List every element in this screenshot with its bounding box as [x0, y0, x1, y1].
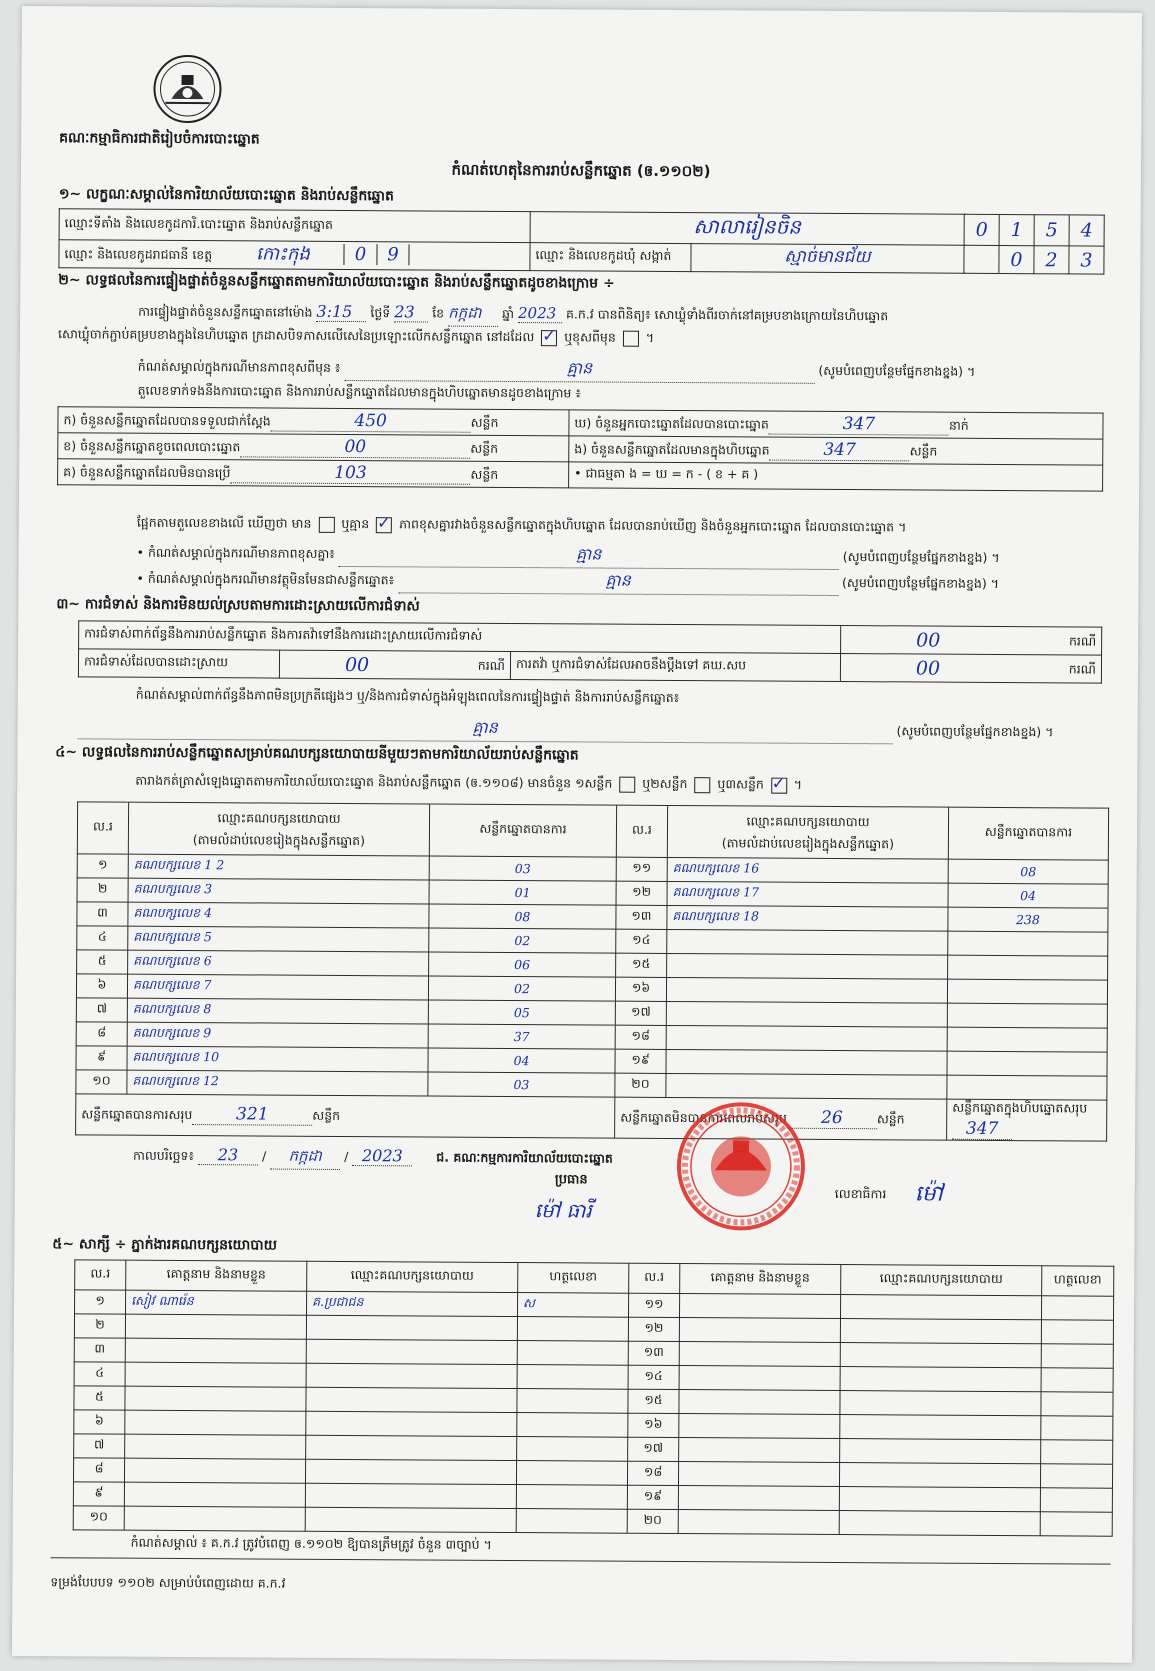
- results-row-no: ១: [77, 854, 128, 878]
- witness-name: [680, 1294, 841, 1319]
- results-party-name: គណបក្សលេខ 8: [127, 998, 428, 1024]
- witness-row-no: ១១: [629, 1293, 680, 1317]
- figure-b-label: ខ) ចំនួនសន្លឹកឆ្នោតខូចពេលបោះឆ្នោត: [63, 437, 241, 454]
- note3-fill-more: (សូមបំពេញបន្ថែមផ្នែកខាងខ្នង) ។: [842, 575, 999, 591]
- results-party-name: [666, 1073, 947, 1099]
- diff-has-label: ផ្អែកតាមតួលេខខាងលើ ឃើញថា មាន: [136, 514, 312, 531]
- witness-signature: [1041, 1296, 1113, 1320]
- witness-signature: [516, 1485, 627, 1510]
- results-party-votes: [947, 1075, 1107, 1100]
- results-party-votes: 01: [429, 880, 616, 905]
- results-party-name: គណបក្សលេខ 1 2: [128, 854, 429, 880]
- results-row-no: ៨: [76, 1022, 127, 1046]
- witness-name: [679, 1318, 840, 1343]
- difference-line: [137, 515, 907, 539]
- date-day: 23: [198, 1145, 258, 1165]
- figures-intro: តួលេខទាក់ទងនឹងការបោះឆ្នោត និងការរាប់សន្លឹកឆ្នោតដែលមានក្នុងហិបឆ្នោតមានដូចខាងក្រោម ៖: [137, 382, 581, 401]
- date-label: កាលបរិច្ឆេទ៖: [132, 1147, 195, 1164]
- witness-col-name-right: គោត្តនាម និងនាមខ្លួន: [680, 1264, 841, 1295]
- total-invalid-value: 26: [787, 1108, 877, 1130]
- secretary-label: លេខាធិការ: [834, 1185, 887, 1202]
- verification-line-1: [138, 301, 888, 330]
- polling-committee-label: ជ. គណៈកម្មការការិយាល័យបោះឆ្នោត: [436, 1149, 613, 1166]
- tally-3-checkbox[interactable]: [771, 777, 787, 793]
- objection-row-2: [279, 650, 510, 679]
- witness-row-no: ៣: [74, 1338, 125, 1362]
- results-party-name: [666, 1001, 947, 1027]
- witness-row-no: ១៣: [628, 1341, 679, 1365]
- results-party-votes: 03: [429, 856, 616, 881]
- tally-sheets-text: តារាងកត់ត្រាសំឡេងឆ្នោតតាមការិយាល័យបោះឆ្នោត និងរាប់សន្លឹកឆ្នោត (ឲ.១១០៨) មានចំនួន ១សន្លឹក: [135, 772, 613, 791]
- province-label-text: ឈ្មោះ និងលេខកូដរាជធានី ខេត្ត: [64, 246, 213, 263]
- witness-name: [679, 1366, 840, 1391]
- results-row-no: ១៦: [615, 977, 666, 1001]
- province-code-1: 0: [344, 244, 377, 265]
- witness-signature: [517, 1413, 628, 1438]
- figure-e-unit: សន្លឹក: [909, 442, 938, 459]
- verify-time-label: ការផ្ទៀងផ្ទាត់ចំនួនសន្លឹកឆ្នោតនៅម៉ោង: [138, 303, 313, 320]
- witness-row-no: ១៩: [627, 1485, 678, 1509]
- note1-fill-more: (សូមបំពេញបន្ថែមផ្នែកខាងខ្នង) ។: [818, 362, 976, 379]
- total-valid-value: 321: [192, 1104, 312, 1126]
- note1-label: កំណត់សម្គាល់ក្នុងករណីមានភាពខុសពីមុន ៖: [137, 358, 341, 375]
- figure-e-value: 347: [770, 439, 910, 461]
- chair-signature: ម៉ៅ ធារី: [534, 1198, 592, 1223]
- witness-signature: [517, 1437, 628, 1462]
- objection-unit-1: ករណី: [1068, 632, 1097, 649]
- results-party-votes: 238: [948, 907, 1108, 932]
- witness-signature: [516, 1509, 627, 1534]
- seal-text: សោឃ្លុំចាក់ភ្ជាប់គម្របខាងក្នុងនៃហិបឆ្នោត ក្រដាសបិទភាសលើសេនៃប្រឡោះលើកសន្លឹកឆ្នោត នៅដដែល: [57, 326, 535, 345]
- figure-c-label: គ) ចំនួនសន្លឹកឆ្នោតដែលមិនបានប្រើ: [63, 463, 231, 480]
- province-label: [59, 240, 530, 271]
- witness-party: [305, 1459, 516, 1484]
- witness-party: [840, 1343, 1041, 1368]
- results-row-no: ២០: [615, 1073, 666, 1097]
- results-party-votes: 03: [428, 1072, 615, 1097]
- witness-name: [679, 1342, 840, 1367]
- note1-value: គ្មាន: [344, 356, 814, 384]
- figure-b: [58, 433, 569, 462]
- witness-party: [840, 1367, 1041, 1392]
- figure-e-label: ង) ចំនួនសន្លឹកឆ្នោតដែលមានក្នុងហិបឆ្នោត: [574, 440, 770, 458]
- location-label: ឈ្មោះទីតាំង និងលេខកូដការិ.បោះឆ្នោត និងរាប់សន្លឹកឆ្នោត: [59, 209, 530, 243]
- figure-a-label: ក) ចំនួនសន្លឹកឆ្នោតដែលបានទទួលជាក់ស្តែង: [63, 411, 271, 429]
- witness-name: [125, 1314, 306, 1339]
- witness-name: [679, 1390, 840, 1415]
- footnote: កំណត់សម្គាល់ ៖ គ.ក.វ ត្រូវបំពេញ ឲ.១១០២ ឱ្យបានត្រឹមត្រូវ ចំនួន ៣ច្បាប់ ។: [130, 1534, 492, 1552]
- witness-party: [306, 1411, 517, 1436]
- section3-heading: ៣~ ការជំទាស់ និងការមិនយល់ស្របតាមការដោះស្រាយលើការជំទាស់: [56, 596, 420, 615]
- witness-name: [678, 1510, 839, 1535]
- total-box-cell: [947, 1099, 1107, 1141]
- results-party-name: [666, 977, 947, 1003]
- results-party-name: [666, 1049, 947, 1075]
- date-year: 2023: [352, 1146, 412, 1166]
- objection-row-1-label: ការជំទាស់ពាក់ព័ន្ធនឹងការរាប់សន្លឹកឆ្នោត និងការតវ៉ាទៅនឹងការដោះស្រាយលើការជំទាស់: [79, 621, 841, 654]
- results-party-votes: 04: [948, 883, 1108, 908]
- irregularity-note-value: គ្មាន: [78, 714, 893, 744]
- changed-label: ឬខុសពីមុន: [564, 329, 616, 345]
- results-party-votes: 08: [948, 859, 1108, 884]
- unchanged-checkbox[interactable]: [541, 330, 557, 346]
- witness-name: [125, 1386, 306, 1411]
- witness-name: [124, 1506, 305, 1531]
- results-party-votes: [948, 931, 1108, 956]
- witness-signature: [1041, 1440, 1113, 1464]
- results-row-no: ១០: [76, 1070, 127, 1094]
- total-valid-cell: [76, 1094, 615, 1138]
- witness-row: [73, 1506, 1112, 1536]
- note2-line: [137, 541, 1000, 571]
- witness-signature: [1040, 1512, 1112, 1536]
- results-col-party-right-sub: (តាមលំដាប់លេខរៀងក្នុងសន្លឹកឆ្នោត): [721, 834, 895, 851]
- results-party-name: គណបក្សលេខ 18: [667, 905, 948, 931]
- results-party-votes: 06: [429, 952, 616, 977]
- verify-time: 3:15: [316, 302, 366, 322]
- results-party-name: គណបក្សលេខ 12: [127, 1070, 428, 1096]
- document-title: កំណត់ហេតុនៃការរាប់សន្លឹកឆ្នោត (ឲ.១១០២): [451, 160, 711, 181]
- objection-count-1: 00: [916, 628, 941, 652]
- results-party-name: គណបក្សលេខ 5: [128, 926, 429, 952]
- witness-name: [679, 1438, 840, 1463]
- results-party-name: គណបក្សលេខ 17: [667, 881, 948, 907]
- witness-row-no: ១៨: [627, 1461, 678, 1485]
- witness-row-no: ១២: [628, 1317, 679, 1341]
- witness-signature: [517, 1389, 628, 1414]
- commune-value: ស្មាច់មានជ័យ: [691, 244, 964, 274]
- witness-signature: ស: [518, 1293, 629, 1318]
- results-row-no: ៦: [76, 974, 127, 998]
- results-party-name: [667, 953, 948, 979]
- results-row-no: ១៧: [615, 1001, 666, 1025]
- witness-signature: [516, 1461, 627, 1486]
- note2-label: • កំណត់សម្គាល់ក្នុងករណីមានភាពខុសគ្នា៖: [136, 544, 335, 561]
- results-party-name: គណបក្សលេខ 4: [128, 902, 429, 928]
- results-col-no-right: ល.រ: [616, 805, 667, 857]
- figure-c-value: 103: [230, 462, 470, 484]
- witness-name: [125, 1338, 306, 1363]
- diff-text: ភាពខុសគ្នារវាងចំនួនសន្លឹកឆ្នោតក្នុងហិបឆ្នោត ដែលបានរាប់ឃើញ និងចំនួនអ្នកបោះឆ្នោត ដែលបានបោះឆ្នោត ។: [399, 516, 907, 535]
- witness-signature: [1040, 1464, 1112, 1488]
- witness-name: សៀវ ណារ៉េន: [126, 1290, 307, 1315]
- location-code-4: 4: [1069, 215, 1104, 246]
- results-col-no-left: ល.រ: [77, 802, 128, 854]
- tally-2-checkbox[interactable]: [694, 777, 710, 793]
- total-box-label: សន្លឹកឆ្នោតក្នុងហិបឆ្នោតសរុប: [952, 1099, 1088, 1116]
- objection-row-2-label: ការជំទាស់ដែលបានដោះស្រាយ: [78, 649, 279, 678]
- objection-row-3: [840, 654, 1101, 684]
- location-value: សាលារៀនចិន: [530, 212, 964, 246]
- total-valid-label: សន្លឹកឆ្នោតបានការសរុប: [81, 1106, 193, 1123]
- has-difference-checkbox[interactable]: [318, 516, 334, 532]
- figure-c: [58, 459, 569, 488]
- results-row-no: ៩: [76, 1046, 127, 1070]
- witness-name: [124, 1482, 305, 1507]
- witness-signature: [1041, 1344, 1113, 1368]
- witness-row-no: ៩: [73, 1482, 124, 1506]
- figure-d: [569, 410, 1103, 439]
- results-party-name: គណបក្សលេខ 9: [127, 1022, 428, 1048]
- witness-row-no: ៦: [74, 1410, 125, 1434]
- commune-code-1: 0: [999, 245, 1034, 273]
- total-valid-unit: សន្លឹក: [312, 1107, 341, 1123]
- witness-col-no-left: ល.រ: [75, 1260, 126, 1290]
- witness-signature: [1041, 1416, 1113, 1440]
- results-row-no: ១៥: [616, 953, 667, 977]
- note2-value: គ្មាន: [339, 542, 839, 570]
- witness-row-no: ៥: [74, 1386, 125, 1410]
- formula: • ជាធម្មតា ង = ឃ = ក - ( ខ + គ ): [569, 462, 1103, 491]
- results-col-party-right: [667, 805, 948, 859]
- witness-party: [306, 1435, 517, 1460]
- verify-month-label: ខែ: [432, 305, 445, 321]
- form-note: ទម្រង់បែបបទ ១១០២ សម្រាប់បំពេញដោយ គ.ក.វ: [50, 1574, 286, 1591]
- witness-party: [305, 1483, 516, 1508]
- date-line: កាលបរិច្ឆេទ៖ 23 / កក្កដា / 2023 ជ. គណៈកម្មការការិយាល័យបោះឆ្នោត: [133, 1145, 613, 1172]
- witness-row-no: ១: [75, 1290, 126, 1314]
- total-invalid-unit: សន្លឹក: [876, 1111, 905, 1127]
- witness-party: [839, 1463, 1040, 1488]
- results-party-name: គណបក្សលេខ 6: [128, 950, 429, 976]
- witness-col-no-right: ល.រ: [629, 1263, 680, 1293]
- witness-col-sign-right: ហត្ថលេខា: [1042, 1266, 1114, 1296]
- results-party-votes: 02: [428, 976, 615, 1001]
- section2-heading: ២~ លទ្ធផលនៃការផ្ទៀងផ្ទាត់ចំនួនសន្លឹកឆ្នោតតាមការិយាល័យបោះឆ្នោត និងរាប់សន្លឹកឆ្នោតដូចខាងក្រោម ÷: [58, 272, 615, 292]
- results-party-votes: 37: [428, 1024, 615, 1049]
- witness-table: [73, 1259, 1115, 1536]
- witness-signature: [1041, 1392, 1113, 1416]
- results-party-votes: [947, 1027, 1107, 1052]
- witness-signature: [1040, 1488, 1112, 1512]
- figure-a: [58, 407, 569, 436]
- results-party-name: គណបក្សលេខ 16: [667, 857, 948, 883]
- objection-count-2: 00: [344, 653, 370, 676]
- date-month: កក្កដា: [270, 1147, 340, 1170]
- figure-d-label: ឃ) ចំនួនអ្នកបោះឆ្នោតដែលបានបោះឆ្នោត: [574, 414, 769, 432]
- verify-text: គ.ក.វ បានពិនិត្យ៖ សោឃ្លុំទាំងពីរចាក់នៅគម្របខាងក្រោយនៃហិបឆ្នោត: [565, 306, 889, 324]
- results-row-no: ៥: [77, 950, 128, 974]
- objection-unit-3: ករណី: [1068, 660, 1097, 677]
- figure-b-unit: សន្លឹក: [470, 440, 499, 456]
- witness-col-party-right: ឈ្មោះគណបក្សនយោបាយ: [841, 1265, 1042, 1296]
- chair-label: ប្រធាន: [554, 1172, 588, 1188]
- nec-logo-icon: [151, 53, 223, 125]
- witness-name: [125, 1410, 306, 1435]
- secretary-signature: ម៉ៅ: [914, 1181, 943, 1207]
- witness-signature: [517, 1365, 628, 1390]
- results-row-no: ៤: [77, 926, 128, 950]
- witness-party: [840, 1295, 1041, 1320]
- changed-checkbox[interactable]: [623, 330, 639, 346]
- commune-label: ឈ្មោះ និងលេខកូដឃុំ សង្កាត់: [530, 243, 691, 272]
- results-row-no: ៣: [77, 902, 128, 926]
- footer-divider: [51, 1557, 1111, 1564]
- witness-name: [124, 1458, 305, 1483]
- results-party-name: [666, 1025, 947, 1051]
- total-invalid-label: សន្លឹកឆ្នោតមិនបានការពេលរាប់សរុប: [620, 1109, 787, 1126]
- results-col-votes-left: សន្លឹកឆ្នោតបានការ: [429, 804, 616, 857]
- witness-party: [306, 1315, 517, 1340]
- location-code-3: 5: [1034, 215, 1069, 246]
- no-difference-checkbox[interactable]: [376, 517, 392, 533]
- figure-c-unit: សន្លឹក: [470, 466, 499, 482]
- witness-name: [678, 1486, 839, 1511]
- witness-party: [840, 1319, 1041, 1344]
- total-box-value: 347: [952, 1119, 1012, 1140]
- note3-line: [136, 567, 999, 597]
- objection-count-3: 00: [915, 656, 941, 680]
- verify-day: 23: [394, 302, 428, 322]
- witness-name: [678, 1462, 839, 1487]
- results-row-no: ១៤: [616, 929, 667, 953]
- witness-row-no: ១៧: [628, 1437, 679, 1461]
- results-row-no: ១៣: [616, 905, 667, 929]
- location-code-1: 0: [964, 214, 999, 245]
- witness-signature: [1041, 1368, 1113, 1392]
- location-code-2: 1: [999, 214, 1034, 245]
- section5-heading: ៥~ សាក្សី ÷ ភ្នាក់ងារគណបក្សនយោបាយ: [52, 1236, 277, 1254]
- results-col-party-right-title: ឈ្មោះគណបក្សនយោបាយ: [746, 812, 870, 829]
- figure-b-value: 00: [240, 436, 470, 458]
- results-col-party-left-title: ឈ្មោះគណបក្សនយោបាយ: [217, 809, 341, 826]
- witness-row-no: ៤: [74, 1362, 125, 1386]
- tally-3-label: ឬ៣សន្លឹក: [717, 776, 764, 792]
- witness-row-no: ៨: [73, 1458, 124, 1482]
- objection-row-3-label: ការតវ៉ា ឬការជំទាស់ដែលអាចនឹងប្តឹងទៅ គឃ.សប: [510, 651, 840, 681]
- witness-row-no: ១៦: [628, 1413, 679, 1437]
- witness-row-no: ២០: [627, 1509, 678, 1533]
- results-party-votes: 05: [428, 1000, 615, 1025]
- results-row-no: ២: [77, 878, 128, 902]
- verify-year: 2023: [518, 304, 562, 323]
- objections-table: [78, 620, 1102, 683]
- tally-2-label: ឬ២សន្លឹក: [642, 775, 688, 792]
- irregularity-fill-more: (សូមបំពេញបន្ថែមផ្នែកខាងខ្នង) ។: [896, 723, 1054, 740]
- results-party-name: គណបក្សលេខ 7: [127, 974, 428, 1000]
- verify-day-label: ថ្ងៃទី: [370, 305, 391, 321]
- results-row-no: ១៩: [615, 1049, 666, 1073]
- results-party-votes: 04: [428, 1048, 615, 1073]
- results-party-name: [667, 929, 948, 955]
- section1-table: [58, 208, 1104, 274]
- witness-col-sign-left: ហត្ថលេខា: [518, 1263, 629, 1294]
- figure-d-unit: នាក់: [948, 417, 969, 433]
- results-row-no: ១២: [616, 881, 667, 905]
- witness-party: [306, 1363, 517, 1388]
- irregularity-note-label: កំណត់សម្គាល់ពាក់ព័ន្ធនឹងភាពមិនប្រក្រតីផ្សេងៗ ឬ/និងការជំទាស់ក្នុងអំឡុងពេលនៃការផ្ទៀងផ្ទាត់ និងការរាប់សន្លឹកឆ្នោត៖: [135, 686, 680, 706]
- witness-party: [305, 1507, 516, 1532]
- official-stamp: [675, 1100, 808, 1233]
- witness-row-no: ១០: [73, 1506, 124, 1530]
- objection-row-1: [841, 626, 1102, 656]
- diff-none-label: ឬគ្មាន: [341, 515, 370, 532]
- commune-code-3: 3: [1069, 246, 1104, 274]
- form-sheet: [12, 6, 1142, 1663]
- results-col-party-left: [128, 802, 429, 856]
- witness-col-party-left: ឈ្មោះគណបក្សនយោបាយ: [307, 1261, 518, 1292]
- verification-line-2: សោឃ្លុំចាក់ភ្ជាប់គម្របខាងក្នុងនៃហិបឆ្នោត ក្រដាសបិទភាសលើសេនៃប្រឡោះលើកសន្លឹកឆ្នោត នៅដដែល ✓ ឬខុសពីមុន ។: [58, 326, 654, 349]
- witness-party: [840, 1391, 1041, 1416]
- results-party-votes: [948, 955, 1108, 980]
- witness-row-no: ១៤: [628, 1365, 679, 1389]
- objection-unit-2: ករណី: [477, 657, 506, 673]
- results-col-party-left-sub: (តាមលំដាប់លេខរៀងក្នុងសន្លឹកឆ្នោត): [192, 831, 366, 848]
- results-col-votes-right: សន្លឹកឆ្នោតបានការ: [948, 807, 1108, 860]
- note1-line: [138, 355, 976, 385]
- witness-name: [125, 1434, 306, 1459]
- witness-row-no: ២: [74, 1314, 125, 1338]
- witness-signature: [517, 1317, 628, 1342]
- witness-party: គ.ប្រជាជន: [307, 1291, 518, 1316]
- witness-party: [840, 1415, 1041, 1440]
- tally-1-checkbox[interactable]: [619, 776, 635, 792]
- witness-row-no: ៧: [74, 1434, 125, 1458]
- figure-d-value: 347: [769, 413, 949, 435]
- results-party-name: គណបក្សលេខ 10: [127, 1046, 428, 1072]
- figure-e: [569, 436, 1103, 465]
- verify-year-label: ឆ្នាំ: [502, 305, 515, 322]
- committee-name: គណៈកម្មាធិការជាតិរៀបចំការបោះឆ្នោត: [59, 130, 260, 148]
- commune-code-2: 2: [1034, 246, 1069, 274]
- results-row-no: ៧: [76, 998, 127, 1022]
- witness-party: [839, 1487, 1040, 1512]
- figures-table: [57, 406, 1103, 491]
- section1-heading: ១~ លក្ខណៈសម្គាល់នៃការិយាល័យបោះឆ្នោត និងរាប់សន្លឹកឆ្នោត: [58, 186, 394, 205]
- results-row-no: ១៨: [615, 1025, 666, 1049]
- results-table: [75, 801, 1109, 1141]
- verify-month: កក្កដា: [448, 304, 498, 327]
- note3-label: • កំណត់សម្គាល់ក្នុងករណីមានវត្ថុមិនមែនជាសន្លឹកឆ្នោត៖: [136, 570, 395, 588]
- note3-value: គ្មាន: [398, 568, 838, 596]
- witness-name: [125, 1362, 306, 1387]
- results-party-votes: [947, 1003, 1107, 1028]
- figure-a-value: 450: [271, 410, 471, 432]
- witness-row-no: ១៥: [628, 1389, 679, 1413]
- witness-signature: [1041, 1320, 1113, 1344]
- irregularity-note-line: [78, 714, 1054, 745]
- witness-party: [306, 1339, 517, 1364]
- results-party-votes: 08: [429, 904, 616, 929]
- province-value: កោះកុង: [256, 243, 310, 265]
- witness-party: [306, 1387, 517, 1412]
- results-party-votes: 02: [429, 928, 616, 953]
- witness-col-name-left: គោត្តនាម និងនាមខ្លួន: [126, 1260, 307, 1291]
- figure-a-unit: សន្លឹក: [470, 414, 499, 430]
- results-party-votes: [947, 1051, 1107, 1076]
- results-row-no: ១១: [616, 857, 667, 881]
- witness-signature: [517, 1341, 628, 1366]
- section4-heading: ៤~ លទ្ធផលនៃការរាប់សន្លឹកឆ្នោតសម្រាប់គណបក្សនយោបាយនីមួយៗតាមការិយាល័យរាប់សន្លឹកឆ្នោត: [55, 744, 579, 764]
- tally-sheets-line: តារាងកត់ត្រាសំឡេងឆ្នោតតាមការិយាល័យបោះឆ្នោត និងរាប់សន្លឹកឆ្នោត (ឲ.១១០៨) មានចំនួន ១សន្លឹក ឬ២សន្លឹក ឬ៣សន្លឹក ✓ ។: [135, 773, 802, 796]
- witness-name: [679, 1414, 840, 1439]
- results-party-votes: [947, 979, 1107, 1004]
- note2-fill-more: (សូមបំពេញបន្ថែមផ្នែកខាងខ្នង) ។: [842, 549, 1000, 565]
- witness-party: [839, 1511, 1040, 1536]
- results-party-name: គណបក្សលេខ 3: [128, 878, 429, 904]
- province-code-2: 9: [376, 244, 410, 265]
- witness-party: [840, 1439, 1041, 1464]
